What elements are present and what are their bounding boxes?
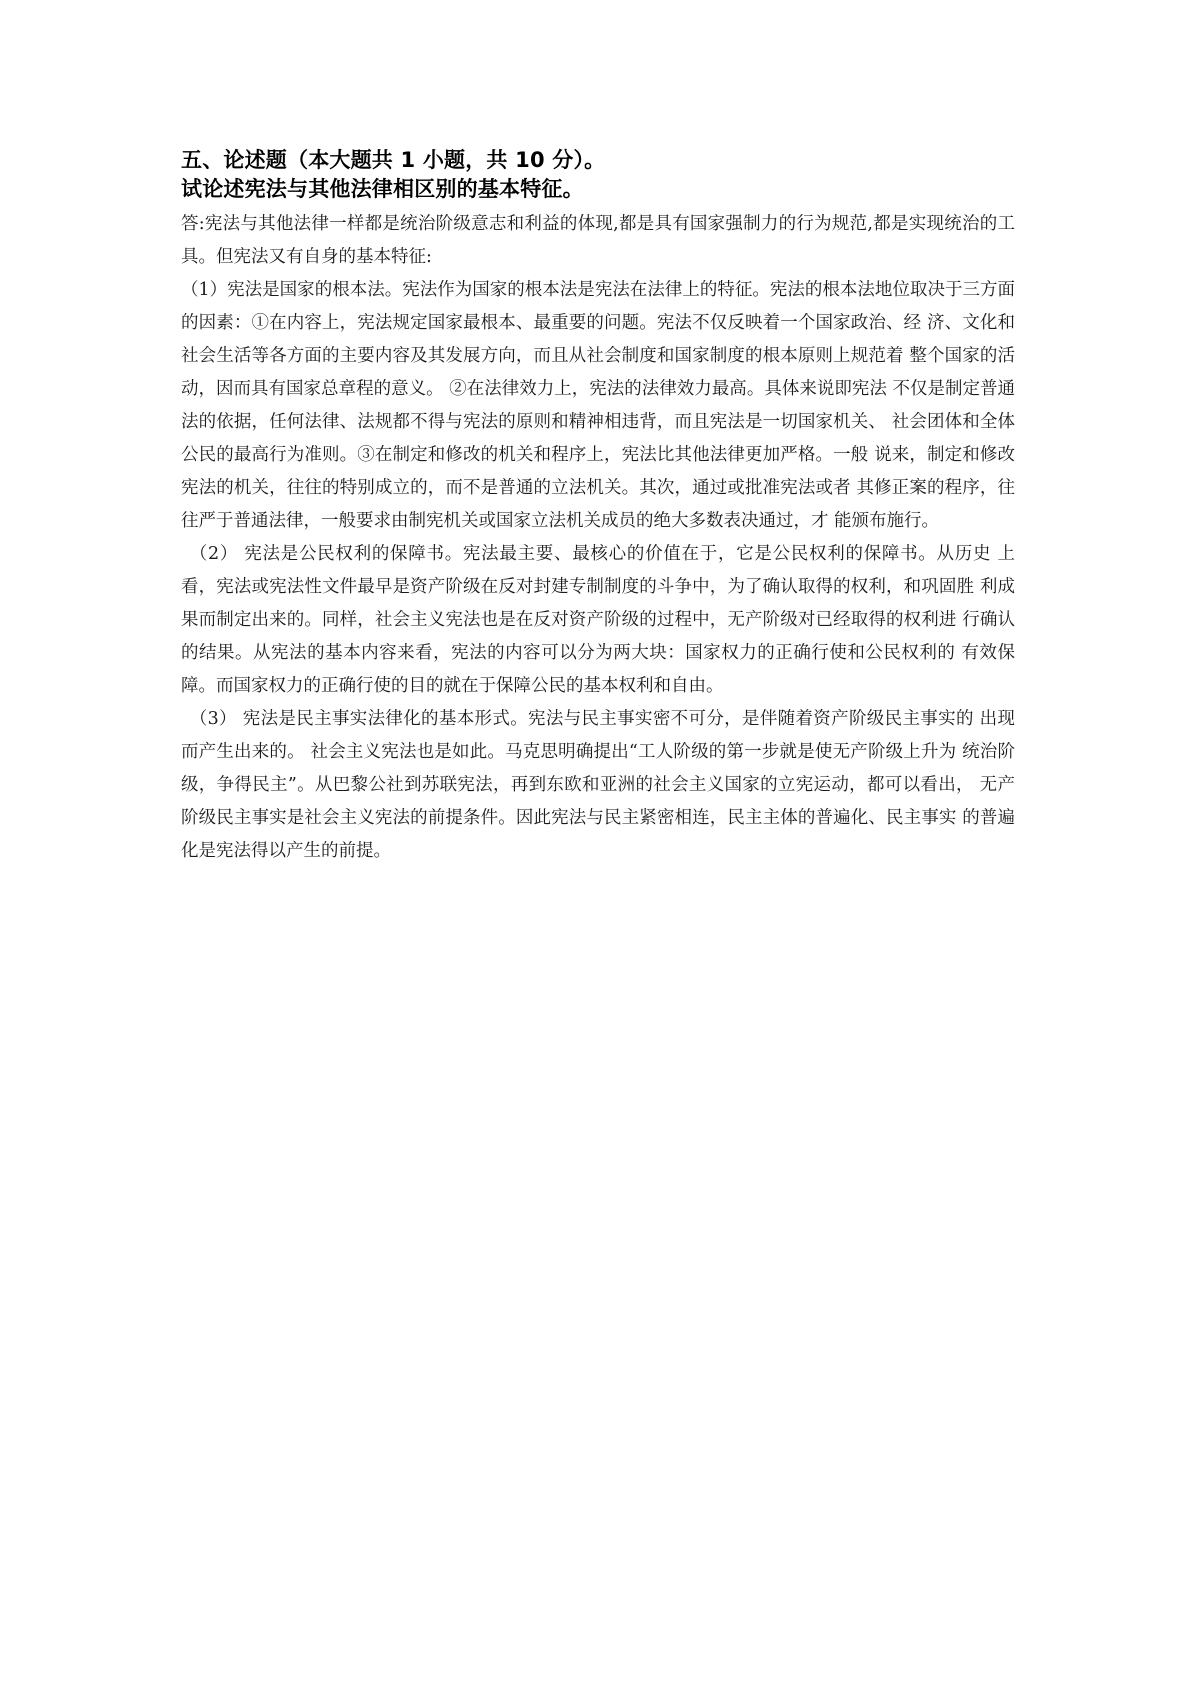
answer-point-3: （3） 宪法是民主事实法律化的基本形式。宪法与民主事实密不可分，是伴随着资产阶级民主事实的 出现而产生出来的。 社会主义宪法也是如此。马克思明确提出“工人阶级的第一步就是使无产阶级上升为 统治阶级，争得民主”。从巴黎公社到苏联宪法，再到东欧和亚洲的社会主义国家的立宪运动，都可以看出， 无产阶级民主事实是社会主义宪法的前提条件。因此宪法与民主紧密相连，民主主体的普遍化、民主事实 的普遍化是宪法得以产生的前提。 (181, 709, 1015, 861)
answer-point-2: （2） 宪法是公民权利的保障书。宪法最主要、最核心的价值在于，它是公民权利的保障书。从历史 上看，宪法或宪法性文件最早是资产阶级在反对封建专制制度的斗争中，为了确认取得的权利，和巩固胜 利成果而制定出来的。同样，社会主义宪法也是在反对资产阶级的过程中，无产阶级对已经取得的权利进 行确认的结果。从宪法的基本内容来看，宪法的内容可以分为两大块：国家权力的正确行使和公民权利的 有效保障。而国家权力的正确行使的目的就在于保障公民的基本权利和自由。 (181, 544, 1015, 696)
answer-point-1: （1）宪法是国家的根本法。宪法作为国家的根本法是宪法在法律上的特征。宪法的根本法地位取决于三方面的因素：①在内容上，宪法规定国家最根本、最重要的问题。宪法不仅反映着一个国家政治、经 济、文化和社会生活等各方面的主要内容及其发展方向，而且从社会制度和国家制度的根本原则上规范着 整个国家的活动，因而具有国家总章程的意义。 ②在法律效力上，宪法的法律效力最高。具体来说即宪法 不仅是制定普通法的依据，任何法律、法规都不得与宪法的原则和精神相违背，而且宪法是一切国家机关、 社会团体和全体公民的最高行为准则。③在制定和修改的机关和程序上，宪法比其他法律更加严格。一般 说来，制定和修改宪法的机关，往往的特别成立的，而不是普通的立法机关。其次，通过或批准宪法或者 其修正案的程序，往往严于普通法律，一般要求由制宪机关或国家立法机关成员的绝大多数表决通过，才 能颁布施行。 (181, 280, 1015, 531)
question-title: 试论述宪法与其他法律相区别的基本特征。 (181, 177, 584, 201)
answer-intro: 答:宪法与其他法律一样都是统治阶级意志和利益的体现,都是具有国家强制力的行为规范,都是实现统治的工具。但宪法又有自身的基本特征: (181, 214, 1015, 267)
document-page (181, 146, 1015, 868)
section-heading: 五、论述题（本大题共 1 小题，共 10 分）。 (181, 148, 606, 172)
